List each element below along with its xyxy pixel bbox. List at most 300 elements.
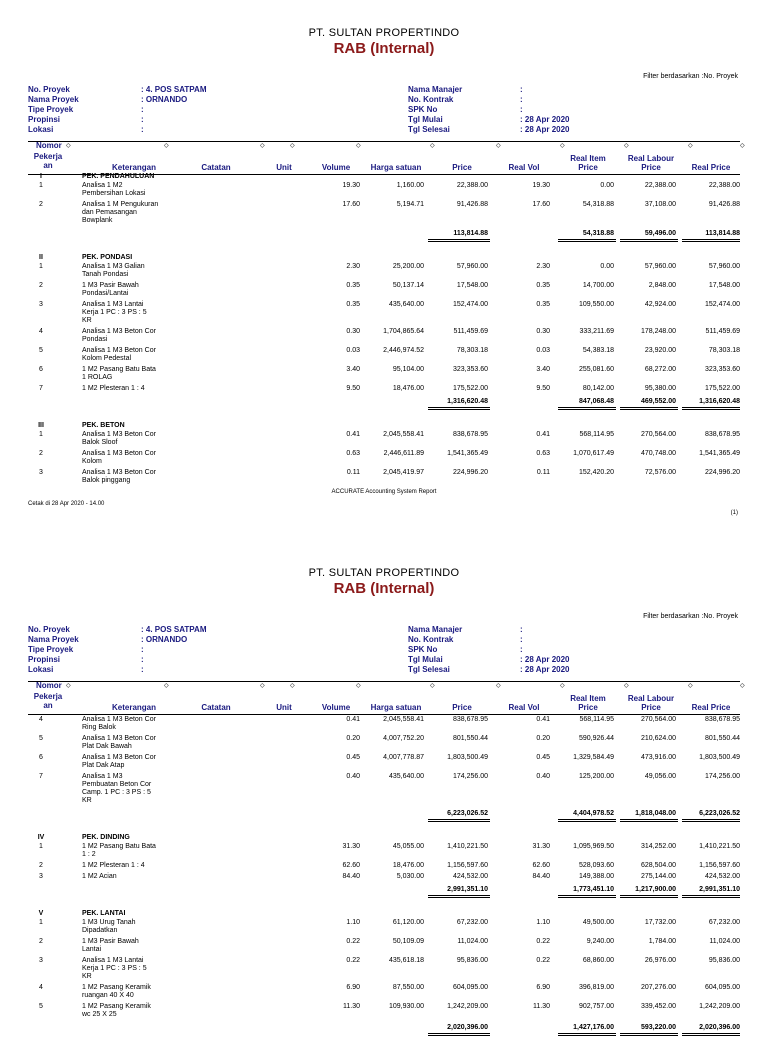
info-value: : (141, 645, 144, 654)
cell-vol: 1.10 (346, 919, 360, 926)
subtotal-pr: 2,991,351.10 (447, 886, 488, 893)
cell-rv: 0.11 (536, 469, 550, 476)
cell-rv: 2.30 (536, 263, 550, 270)
cell-rip: 0.00 (600, 182, 614, 189)
subtotal-underline (682, 1033, 740, 1036)
info-row (408, 85, 523, 95)
cell-pr: 152,474.00 (452, 301, 488, 308)
cell-rp: 91,426.88 (708, 201, 740, 208)
subtotal-rip: 1,773,451.10 (573, 886, 614, 893)
cell-rlp: 22,388.00 (644, 182, 676, 189)
item-number: 1 (39, 843, 43, 850)
cell-vol: 0.35 (346, 282, 360, 289)
info-row (408, 665, 570, 675)
cell-pr: 424,532.00 (452, 873, 488, 880)
subtotal-underline (682, 819, 740, 822)
cell-rip: 49,500.00 (582, 919, 614, 926)
column-sort-marker: ◇ (560, 683, 565, 689)
item-description: Analisa 1 M3 Beton Cor Kolom (82, 450, 156, 465)
item-number: 1 (39, 919, 43, 926)
cell-pr: 1,242,209.00 (447, 1003, 488, 1010)
subtotal-rp: 1,316,620.48 (699, 398, 740, 405)
cell-rlp: 57,960.00 (644, 263, 676, 270)
subtotal-underline (620, 819, 678, 822)
cell-rip: 1,329,584.49 (573, 754, 614, 761)
item-number: 6 (39, 366, 43, 373)
item-description: 1 M2 Pasang Keramik wc 25 X 25 (82, 1003, 151, 1018)
cell-vol: 31.30 (342, 843, 360, 850)
info-row (28, 665, 144, 675)
item-number: 2 (39, 282, 43, 289)
subtotal-rp: 2,020,396.00 (699, 1024, 740, 1031)
cell-vol: 0.41 (346, 716, 360, 723)
project-info-left (28, 85, 207, 135)
cell-rip: 396,819.00 (578, 984, 614, 991)
column-header-real-item-2: Price (578, 703, 598, 712)
item-description: Analisa 1 M3 Beton Cor Balok pinggang (82, 469, 156, 484)
header-divider (28, 714, 740, 715)
cell-rip: 14,700.00 (582, 282, 614, 289)
column-header-real-labour-1: Real Labour (627, 694, 675, 703)
cell-rip: 149,388.00 (578, 873, 614, 880)
cell-vol: 19.30 (342, 182, 360, 189)
section-number: V (38, 910, 44, 917)
column-header-catatan: Catatan (201, 703, 231, 712)
info-label: Lokasi (28, 665, 54, 674)
subtotal-rp: 2,991,351.10 (699, 886, 740, 893)
info-row (408, 105, 523, 115)
cell-rp: 1,156,597.60 (699, 862, 740, 869)
cell-rlp: 42,924.00 (644, 301, 676, 308)
cell-rlp: 275,144.00 (640, 873, 676, 880)
info-row (408, 125, 570, 135)
info-value: : 28 Apr 2020 (520, 665, 570, 674)
cell-rp: 424,532.00 (704, 873, 740, 880)
item-description: Analisa 1 M3 Beton Cor Plat Dak Atap (82, 754, 156, 769)
subtotal-underline (620, 1033, 678, 1036)
cell-rp: 78,303.18 (708, 347, 740, 354)
cell-rv: 0.03 (536, 347, 550, 354)
cell-rp: 1,541,365.49 (699, 450, 740, 457)
cell-rip: 333,211.69 (579, 328, 614, 335)
info-value: : (520, 625, 523, 634)
column-header-pekerjaan-2: an (43, 701, 53, 710)
cell-rip: 568,114.95 (579, 431, 614, 438)
report-page-2 (0, 540, 768, 1052)
info-row (28, 105, 144, 115)
info-value: : (520, 645, 523, 654)
item-number: 5 (39, 735, 43, 742)
info-row (28, 645, 144, 655)
column-header-real-vol: Real Vol (508, 703, 540, 712)
cell-vol: 0.22 (346, 957, 360, 964)
footer-system-label: ACCURATE Accounting System Report (331, 489, 437, 495)
cell-vol: 0.35 (346, 301, 360, 308)
item-description: 1 M3 Urug Tanah Dipadatkan (82, 919, 136, 934)
cell-pr: 91,426.88 (456, 201, 488, 208)
info-value: : (141, 115, 144, 124)
cell-pr: 57,960.00 (456, 263, 488, 270)
cell-hs: 1,704,865.64 (383, 328, 424, 335)
info-value: : 28 Apr 2020 (520, 655, 570, 664)
item-number: 2 (39, 938, 43, 945)
cell-rlp: 178,248.00 (640, 328, 676, 335)
cell-rlp: 17,732.00 (644, 919, 676, 926)
cell-hs: 2,446,611.89 (383, 450, 424, 457)
cell-hs: 435,640.00 (388, 301, 424, 308)
column-header-real-labour-2: Price (641, 163, 661, 172)
report-title: RAB (Internal) (333, 40, 435, 57)
cell-rlp: 37,108.00 (644, 201, 676, 208)
column-header-real-item-2: Price (578, 163, 598, 172)
info-label: Tipe Proyek (28, 105, 74, 114)
info-row (408, 95, 523, 105)
cell-pr: 78,303.18 (456, 347, 488, 354)
info-row (28, 655, 144, 665)
subtotal-underline (428, 407, 490, 410)
cell-rv: 0.22 (536, 957, 550, 964)
subtotal-underline (428, 1033, 490, 1036)
subtotal-rp: 113,814.88 (705, 230, 740, 237)
cell-pr: 838,678.95 (452, 716, 488, 723)
cell-rv: 31.30 (532, 843, 550, 850)
subtotal-rip: 847,068.48 (578, 398, 614, 405)
item-number: 4 (39, 328, 43, 335)
cell-rp: 174,256.00 (704, 773, 740, 780)
column-sort-marker: ◇ (66, 143, 71, 149)
cell-hs: 4,007,778.87 (383, 754, 424, 761)
subtotal-underline (558, 819, 616, 822)
cell-rip: 152,420.20 (578, 469, 614, 476)
cell-pr: 604,095.00 (452, 984, 488, 991)
cell-rv: 0.63 (536, 450, 550, 457)
item-description: Analisa 1 M Pengukuran dan Pemasangan Bowplank (82, 201, 159, 224)
cell-rv: 0.41 (536, 431, 550, 438)
subtotal-underline (428, 239, 490, 242)
cell-rlp: 2,848.00 (648, 282, 676, 289)
cell-vol: 0.22 (346, 938, 360, 945)
info-label: Nama Proyek (28, 635, 79, 644)
column-sort-marker: ◇ (356, 143, 361, 149)
item-number: 3 (39, 301, 43, 308)
section-name: PEK. LANTAI (82, 910, 126, 917)
column-sort-marker: ◇ (740, 143, 745, 149)
column-sort-marker: ◇ (290, 143, 295, 149)
item-number: 5 (39, 347, 43, 354)
cell-rv: 11.30 (533, 1003, 550, 1010)
info-label: No. Proyek (28, 85, 70, 94)
info-label: Tgl Mulai (408, 115, 443, 124)
cell-rp: 57,960.00 (708, 263, 740, 270)
info-label: SPK No (408, 645, 438, 654)
cell-rlp: 210,624.00 (640, 735, 676, 742)
cell-rv: 84.40 (532, 873, 550, 880)
cell-rv: 9.50 (536, 385, 550, 392)
cell-rlp: 1,784.00 (648, 938, 676, 945)
subtotal-underline (620, 895, 678, 898)
column-header-harga-satuan: Harga satuan (370, 703, 422, 712)
cell-rip: 125,200.00 (578, 773, 614, 780)
section-name: PEK. PENDAHULUAN (82, 173, 155, 180)
item-description: 1 M2 Pasang Batu Bata 1 : 2 (82, 843, 156, 858)
subtotal-underline (620, 407, 678, 410)
cell-rip: 590,926.44 (578, 735, 614, 742)
subtotal-underline (620, 239, 678, 242)
column-sort-marker: ◇ (290, 683, 295, 689)
subtotal-rlp: 59,496.00 (644, 230, 676, 237)
column-header-volume: Volume (321, 703, 351, 712)
cell-rp: 801,550.44 (704, 735, 740, 742)
cell-pr: 323,353.60 (452, 366, 488, 373)
item-number: 3 (39, 469, 43, 476)
cell-rlp: 473,916.00 (640, 754, 676, 761)
cell-rv: 0.41 (536, 716, 550, 723)
cell-rlp: 339,452.00 (640, 1003, 676, 1010)
project-info-left (28, 625, 207, 675)
report-page-1 (0, 0, 768, 516)
item-number: 6 (39, 754, 43, 761)
cell-vol: 3.40 (346, 366, 360, 373)
cell-vol: 0.63 (346, 450, 360, 457)
cell-rv: 62.60 (532, 862, 550, 869)
cell-hs: 50,137.14 (392, 282, 424, 289)
cell-rp: 1,803,500.49 (699, 754, 740, 761)
subtotal-pr: 6,223,026.52 (447, 810, 488, 817)
cell-vol: 0.20 (346, 735, 360, 742)
cell-pr: 1,156,597.60 (447, 862, 488, 869)
subtotal-rlp: 469,552.00 (640, 398, 676, 405)
subtotal-pr: 113,814.88 (453, 230, 488, 237)
subtotal-underline (558, 239, 616, 242)
cell-pr: 174,256.00 (452, 773, 488, 780)
column-sort-marker: ◇ (560, 143, 565, 149)
cell-pr: 1,410,221.50 (447, 843, 488, 850)
info-label: Lokasi (28, 125, 54, 134)
footer-page-number: (1) (730, 510, 738, 516)
cell-rv: 0.35 (536, 301, 550, 308)
cell-hs: 95,104.00 (392, 366, 424, 373)
info-value: : (520, 95, 523, 104)
cell-hs: 18,476.00 (392, 862, 424, 869)
item-number: 3 (39, 957, 43, 964)
item-description: Analisa 1 M3 Beton Cor Ring Balok (82, 716, 156, 731)
cell-rp: 224,996.20 (704, 469, 740, 476)
subtotal-underline (428, 895, 490, 898)
cell-rip: 1,095,969.50 (573, 843, 614, 850)
filter-text: Filter berdasarkan :No. Proyek (643, 73, 738, 80)
column-header-real-item-1: Real Item (570, 694, 606, 703)
cell-rv: 3.40 (536, 366, 550, 373)
info-row (28, 85, 207, 95)
item-number: 5 (39, 1003, 43, 1010)
info-value: : (520, 85, 523, 94)
info-label: No. Proyek (28, 625, 70, 634)
column-header-real-price: Real Price (691, 703, 731, 712)
cell-rv: 0.22 (536, 938, 550, 945)
cell-vol: 11.30 (343, 1003, 360, 1010)
info-label: Tipe Proyek (28, 645, 74, 654)
cell-rip: 68,860.00 (582, 957, 614, 964)
column-header-pekerjaan-2: an (43, 161, 53, 170)
cell-hs: 45,055.00 (392, 843, 424, 850)
item-number: 2 (39, 862, 43, 869)
cell-pr: 95,836.00 (456, 957, 488, 964)
cell-pr: 22,388.00 (456, 182, 488, 189)
cell-vol: 2.30 (346, 263, 360, 270)
item-number: 7 (39, 773, 43, 780)
item-description: Analisa 1 M3 Beton Cor Balok Sloof (82, 431, 156, 446)
column-header-real-price: Real Price (691, 163, 731, 172)
cell-vol: 0.45 (346, 754, 360, 761)
cell-pr: 175,522.00 (452, 385, 488, 392)
subtotal-underline (682, 239, 740, 242)
cell-rv: 1.10 (536, 919, 550, 926)
subtotal-rip: 4,404,978.52 (573, 810, 614, 817)
item-description: 1 M2 Acian (82, 873, 117, 880)
item-number: 1 (39, 263, 43, 270)
cell-pr: 1,541,365.49 (447, 450, 488, 457)
cell-rlp: 23,920.00 (644, 347, 676, 354)
section-name: PEK. PONDASI (82, 254, 133, 261)
column-header-real-labour-1: Real Labour (627, 154, 675, 163)
cell-vol: 0.30 (346, 328, 360, 335)
cell-vol: 0.11 (346, 469, 360, 476)
cell-vol: 9.50 (346, 385, 360, 392)
column-header-nomor: Nomor (36, 681, 62, 690)
column-header-volume: Volume (321, 163, 351, 172)
info-row (408, 635, 523, 645)
cell-rp: 511,459.69 (705, 328, 740, 335)
item-number: 4 (39, 716, 43, 723)
subtotal-pr: 1,316,620.48 (447, 398, 488, 405)
column-sort-marker: ◇ (496, 143, 501, 149)
info-row (28, 625, 207, 635)
cell-rp: 838,678.95 (704, 431, 740, 438)
column-header-price: Price (452, 703, 472, 712)
info-row (28, 125, 144, 135)
subtotal-underline (428, 819, 490, 822)
info-value: : (141, 655, 144, 664)
cell-hs: 87,550.00 (392, 984, 424, 991)
column-header-nomor: Nomor (36, 141, 62, 150)
info-label: Nama Proyek (28, 95, 79, 104)
cell-rp: 22,388.00 (708, 182, 740, 189)
cell-vol: 6.90 (346, 984, 360, 991)
column-sort-marker: ◇ (260, 143, 265, 149)
cell-hs: 25,200.00 (392, 263, 424, 270)
item-description: 1 M2 Pasang Keramik ruangan 40 X 40 (82, 984, 151, 999)
item-description: 1 M3 Pasir Bawah Lantai (82, 938, 139, 953)
info-value: : ORNANDO (141, 95, 188, 104)
info-label: Nama Manajer (408, 85, 463, 94)
info-label: Nama Manajer (408, 625, 463, 634)
item-number: 7 (39, 385, 43, 392)
item-number: 3 (39, 873, 43, 880)
column-sort-marker: ◇ (66, 683, 71, 689)
cell-rip: 0.00 (600, 263, 614, 270)
section-number: II (39, 254, 43, 261)
section-number: I (40, 173, 42, 180)
subtotal-rlp: 1,818,048.00 (635, 810, 676, 817)
subtotal-rip: 54,318.88 (582, 230, 614, 237)
cell-hs: 2,045,558.41 (383, 431, 424, 438)
item-number: 1 (39, 182, 43, 189)
info-value: : 28 Apr 2020 (520, 115, 570, 124)
column-header-real-labour-2: Price (641, 703, 661, 712)
column-header-pekerjaan-1: Pekerja (33, 152, 63, 161)
item-number: 2 (39, 450, 43, 457)
item-number: 2 (39, 201, 43, 208)
cell-hs: 18,476.00 (392, 385, 424, 392)
cell-rv: 0.20 (536, 735, 550, 742)
info-label: SPK No (408, 105, 438, 114)
cell-rp: 323,353.60 (704, 366, 740, 373)
cell-rv: 0.35 (536, 282, 550, 289)
column-sort-marker: ◇ (164, 683, 169, 689)
cell-rv: 6.90 (536, 984, 550, 991)
item-description: Analisa 1 M3 Lantai Kerja 1 PC : 3 PS : 5 KR (82, 957, 147, 980)
info-row (28, 635, 188, 645)
info-label: Tgl Selesai (408, 665, 450, 674)
cell-hs: 435,640.00 (388, 773, 424, 780)
item-description: Analisa 1 M3 Beton Cor Kolom Pedestal (82, 347, 156, 362)
cell-hs: 109,930.00 (388, 1003, 424, 1010)
column-sort-marker: ◇ (688, 143, 693, 149)
cell-rip: 528,093.60 (578, 862, 614, 869)
cell-rlp: 49,056.00 (644, 773, 676, 780)
subtotal-underline (558, 407, 616, 410)
cell-rp: 95,836.00 (708, 957, 740, 964)
subtotal-underline (558, 1033, 616, 1036)
item-number: 1 (39, 431, 43, 438)
footer-print-date: Cetak di 28 Apr 2020 - 14.00 (28, 501, 105, 507)
item-description: 1 M2 Plesteran 1 : 4 (82, 385, 145, 392)
column-header-real-item-1: Real Item (570, 154, 606, 163)
cell-hs: 5,030.00 (396, 873, 424, 880)
info-label: Propinsi (28, 655, 61, 664)
cell-rv: 17.60 (532, 201, 550, 208)
table-header (28, 681, 745, 714)
subtotal-underline (682, 895, 740, 898)
info-label: No. Kontrak (408, 95, 454, 104)
info-value: : (141, 105, 144, 114)
info-value: : (520, 635, 523, 644)
column-header-price: Price (452, 163, 472, 172)
info-label: No. Kontrak (408, 635, 454, 644)
cell-vol: 0.41 (346, 431, 360, 438)
item-number: 4 (39, 984, 43, 991)
info-row (28, 115, 144, 125)
cell-vol: 0.03 (346, 347, 360, 354)
item-description: Analisa 1 M3 Lantai Kerja 1 PC : 3 PS : 5 KR (82, 301, 147, 324)
cell-hs: 61,120.00 (392, 919, 424, 926)
cell-vol: 62.60 (342, 862, 360, 869)
project-info-right (408, 625, 570, 675)
subtotal-underline (682, 407, 740, 410)
cell-rv: 0.45 (536, 754, 550, 761)
subtotal-underline (558, 895, 616, 898)
cell-rip: 54,383.18 (582, 347, 614, 354)
subtotal-pr: 2,020,396.00 (447, 1024, 488, 1031)
column-header-real-vol: Real Vol (508, 163, 540, 172)
column-sort-marker: ◇ (164, 143, 169, 149)
cell-pr: 17,548.00 (456, 282, 488, 289)
cell-hs: 4,007,752.20 (383, 735, 424, 742)
cell-rip: 109,550.00 (578, 301, 614, 308)
info-value: : (141, 665, 144, 674)
cell-rp: 11,024.00 (709, 938, 740, 945)
cell-rp: 604,095.00 (704, 984, 740, 991)
